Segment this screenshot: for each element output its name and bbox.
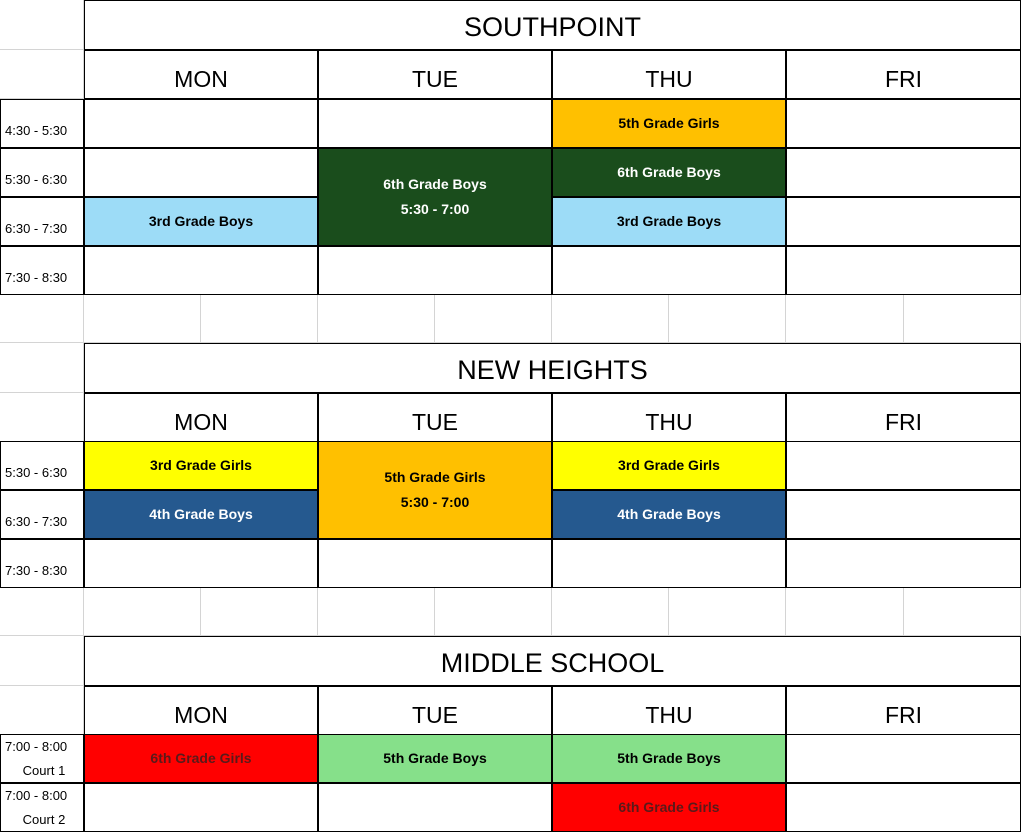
practice-team-label: 5th Grade Girls (384, 469, 486, 485)
spacer-cell (201, 295, 318, 343)
schedule-slot[interactable] (786, 99, 1021, 148)
schedule-slot[interactable] (84, 246, 318, 295)
spacer-cell (669, 588, 786, 636)
schedule-slot[interactable] (84, 539, 318, 588)
spacer-cell (786, 295, 904, 343)
day-header-tue: TUE (318, 393, 552, 442)
schedule-slot[interactable] (786, 783, 1021, 832)
time-label: 4:30 - 5:30 (0, 99, 84, 148)
day-header-thu: THU (552, 393, 786, 442)
time-label (0, 783, 84, 832)
time-label: 6:30 - 7:30 (0, 490, 84, 539)
spacer-cell (435, 588, 552, 636)
practice-team-label: 3rd Grade Girls (150, 457, 252, 473)
practice-block[interactable] (552, 99, 786, 148)
practice-team-label: 6th Grade Boys (617, 164, 721, 180)
practice-block[interactable] (552, 783, 786, 832)
day-header-fri: FRI (786, 393, 1021, 442)
practice-block[interactable] (318, 148, 552, 246)
practice-team-label: 5th Grade Girls (618, 115, 720, 131)
schedule-slot[interactable] (552, 539, 786, 588)
label-cell-blank (0, 393, 84, 442)
schedule-slot[interactable] (786, 734, 1021, 783)
practice-team-label: 4th Grade Boys (149, 506, 253, 522)
schedule-slot[interactable] (786, 197, 1021, 246)
practice-team-label: 3rd Grade Boys (616, 213, 722, 229)
spacer-cell (84, 588, 201, 636)
practice-block[interactable] (552, 490, 786, 539)
label-cell-blank (0, 50, 84, 99)
day-header-mon: MON (84, 393, 318, 442)
schedule-slot[interactable] (318, 246, 552, 295)
time-label: 5:30 - 6:30 (0, 148, 84, 197)
schedule-slot[interactable] (318, 783, 552, 832)
schedule-slot[interactable] (318, 539, 552, 588)
practice-team-label: 4th Grade Boys (617, 506, 721, 522)
time-label: 7:30 - 8:30 (0, 246, 84, 295)
spacer-cell (0, 588, 84, 636)
schedule-slot[interactable] (84, 783, 318, 832)
practice-block[interactable] (318, 441, 552, 539)
practice-block[interactable] (318, 734, 552, 783)
spacer-cell (552, 588, 669, 636)
day-header-thu: THU (552, 686, 786, 735)
day-header-tue: TUE (318, 686, 552, 735)
practice-block[interactable] (84, 490, 318, 539)
practice-team-label: 5th Grade Boys (617, 750, 721, 766)
spacer-cell (435, 295, 552, 343)
schedule-slot[interactable] (786, 539, 1021, 588)
label-cell-blank (0, 686, 84, 735)
schedule-slot[interactable] (318, 99, 552, 148)
spacer-cell (552, 295, 669, 343)
practice-block[interactable] (84, 441, 318, 490)
spacer-cell (669, 295, 786, 343)
practice-time-label: 5:30 - 7:00 (400, 494, 470, 510)
day-header-mon: MON (84, 686, 318, 735)
time-label (0, 734, 84, 783)
spacer-cell (84, 295, 201, 343)
time-label-range: 7:00 - 8:00 (5, 738, 68, 754)
schedule-slot[interactable] (552, 246, 786, 295)
label-cell-blank (0, 636, 84, 686)
schedule-slot[interactable] (84, 148, 318, 197)
schedule-slot[interactable] (786, 246, 1021, 295)
spacer-cell (904, 295, 1021, 343)
section-title: NEW HEIGHTS (84, 343, 1021, 393)
time-label-range: 7:00 - 8:00 (5, 787, 68, 803)
spacer-cell (318, 295, 435, 343)
day-header-thu: THU (552, 50, 786, 99)
spacer-cell (786, 588, 904, 636)
practice-team-label: 6th Grade Boys (383, 176, 487, 192)
day-header-fri: FRI (786, 50, 1021, 99)
spacer-cell (0, 295, 84, 343)
practice-team-label: 5th Grade Boys (383, 750, 487, 766)
court-label: Court 2 (22, 811, 66, 827)
time-label: 5:30 - 6:30 (0, 441, 84, 490)
schedule-slot[interactable] (786, 490, 1021, 539)
schedule-slot[interactable] (84, 99, 318, 148)
spacer-cell (318, 588, 435, 636)
practice-team-label: 6th Grade Girls (618, 799, 720, 815)
time-label: 7:30 - 8:30 (0, 539, 84, 588)
practice-time-label: 5:30 - 7:00 (400, 201, 470, 217)
practice-block[interactable] (552, 197, 786, 246)
practice-block[interactable] (552, 148, 786, 197)
day-header-tue: TUE (318, 50, 552, 99)
court-label: Court 1 (22, 762, 66, 778)
label-cell-blank (0, 343, 84, 393)
spacer-cell (201, 588, 318, 636)
time-label: 6:30 - 7:30 (0, 197, 84, 246)
schedule-slot[interactable] (786, 148, 1021, 197)
section-title: MIDDLE SCHOOL (84, 636, 1021, 686)
practice-block[interactable] (84, 734, 318, 783)
practice-team-label: 3rd Grade Girls (618, 457, 720, 473)
practice-team-label: 3rd Grade Boys (148, 213, 254, 229)
practice-block[interactable] (552, 734, 786, 783)
practice-team-label: 6th Grade Girls (150, 750, 252, 766)
day-header-mon: MON (84, 50, 318, 99)
practice-block[interactable] (552, 441, 786, 490)
schedule-slot[interactable] (786, 441, 1021, 490)
label-cell-blank (0, 0, 84, 50)
spacer-cell (904, 588, 1021, 636)
day-header-fri: FRI (786, 686, 1021, 735)
practice-block[interactable] (84, 197, 318, 246)
section-title: SOUTHPOINT (84, 0, 1021, 50)
